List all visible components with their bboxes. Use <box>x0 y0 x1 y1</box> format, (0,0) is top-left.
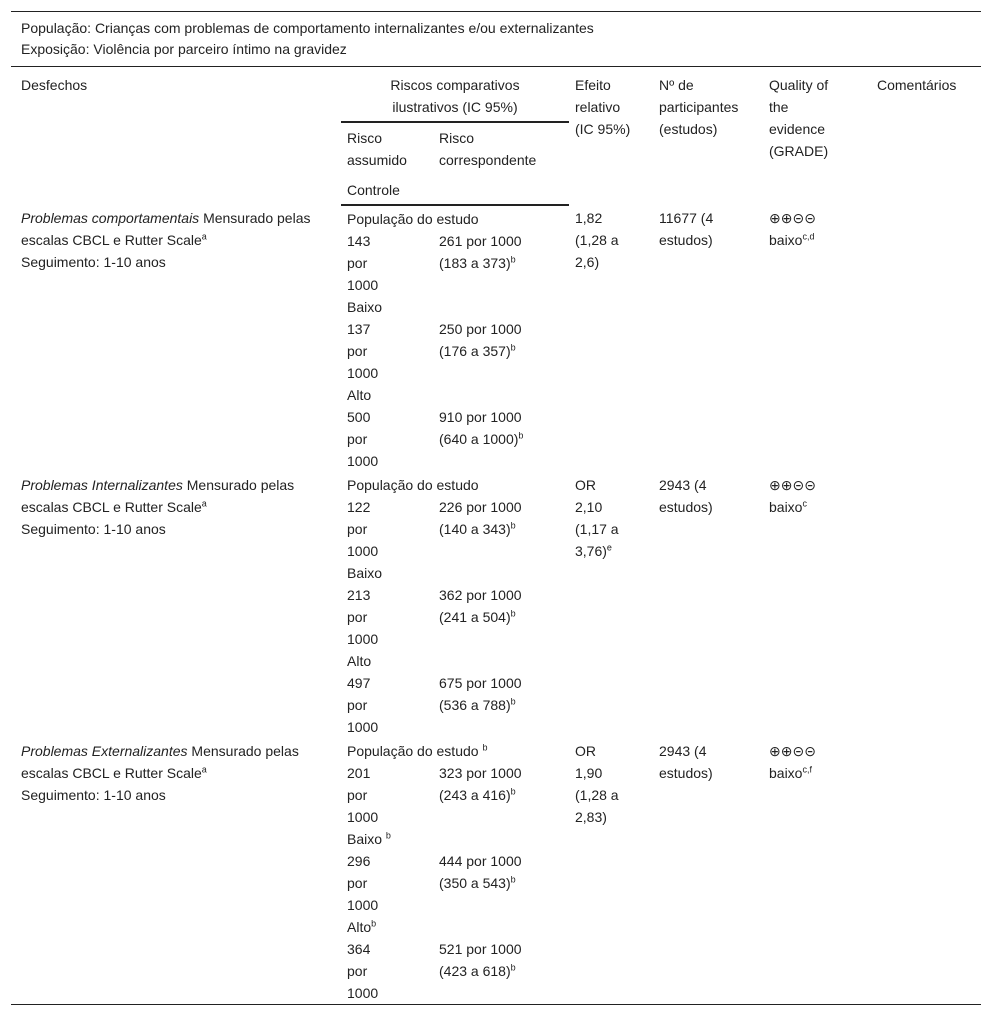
participants: 2943 (4 estudos) <box>659 477 713 515</box>
risk-tier-label: Baixo <box>347 299 383 315</box>
study-population-label: População do estudo $^b$ <box>347 742 488 759</box>
header-effect: Efeito relativo (IC 95%) <box>575 77 631 137</box>
outcome-row <box>11 205 981 230</box>
assumed-risk: 213 por 1000 <box>347 587 379 647</box>
exposure-line: Exposição: Violência por parceiro íntimo na gravidez <box>21 41 347 57</box>
outcome-title: Problemas Externalizantes <box>21 743 188 759</box>
summary-of-findings-table <box>11 11 981 1005</box>
outcome-cell <box>11 205 341 472</box>
study-population-label: População do estudo <box>347 477 479 493</box>
corresponding-risk: 675 por 1000 (536 a 788)$^b$ <box>439 675 522 713</box>
population-line: População: Crianças com problemas de comportamento internalizantes e/ou externalizantes <box>21 20 594 36</box>
corresponding-risk: 323 por 1000 (243 a 416)$^b$ <box>439 765 522 803</box>
comments <box>871 205 981 472</box>
risk-tier-label: Baixo $^b$ <box>347 830 391 847</box>
corresponding-risk: 261 por 1000 (183 a 373)$^b$ <box>439 233 522 271</box>
outcome-followup: Seguimento: 1-10 anos <box>21 254 166 270</box>
assumed-risk: 143 por 1000 <box>347 233 379 293</box>
header-assumed-risk: Risco assumido <box>347 130 407 168</box>
assumed-risk: 122 por 1000 <box>347 499 379 559</box>
outcome-row <box>11 738 981 762</box>
assumed-risk: 364 por 1000 <box>347 941 379 1001</box>
grade-quality: ⊕⊕⊝⊝ baixo$^{c,f}$ <box>769 743 816 781</box>
header-corresponding-risk: Risco correspondente <box>439 130 537 168</box>
outcome-followup: Seguimento: 1-10 anos <box>21 521 166 537</box>
risk-tier-label: Alto$^b$ <box>347 918 377 935</box>
risk-tier-label: Alto <box>347 653 372 669</box>
comments <box>871 472 981 738</box>
outcome-followup: Seguimento: 1-10 anos <box>21 787 166 803</box>
study-population-label: População do estudo <box>347 211 479 227</box>
corresponding-risk: 226 por 1000 (140 a 343)$^b$ <box>439 499 522 537</box>
grade-symbols: ⊕⊕⊝⊝ <box>769 210 816 226</box>
table-caption <box>11 11 981 67</box>
header-risks: Riscos comparativos ilustrativos (IC 95%) <box>341 67 569 122</box>
outcome-row <box>11 472 981 496</box>
corresponding-risk: 362 por 1000 (241 a 504)$^b$ <box>439 587 522 625</box>
grade-quality: ⊕⊕⊝⊝ baixo$^{c,d}$ <box>769 210 816 248</box>
corresponding-risk: 250 por 1000 (176 a 357)$^b$ <box>439 321 522 359</box>
outcome-measure: Mensurado pelas escalas CBCL e Rutter Scale <box>21 477 295 515</box>
assumed-risk: 296 por 1000 <box>347 853 379 913</box>
footnote-mark: a <box>201 764 207 775</box>
comments <box>871 738 981 1005</box>
corresponding-risk: 444 por 1000 (350 a 543)$^b$ <box>439 853 522 891</box>
relative-effect: 1,82 (1,28 a 2,6) <box>575 210 619 270</box>
header-comments: Comentários <box>877 77 957 93</box>
assumed-risk: 137 por 1000 <box>347 321 379 381</box>
footnote-mark: a <box>201 498 207 509</box>
corresponding-risk: 910 por 1000 (640 a 1000)$^b$ <box>439 409 524 447</box>
grade-symbols: ⊕⊕⊝⊝ <box>769 477 816 493</box>
assumed-risk: 201 por 1000 <box>347 765 379 825</box>
header-outcomes: Desfechos <box>21 77 88 93</box>
relative-effect: OR 1,90 (1,28 a 2,83) <box>575 743 619 825</box>
outcome-measure: Mensurado pelas escalas CBCL e Rutter Scale <box>21 210 311 248</box>
assumed-risk: 500 por 1000 <box>347 409 379 469</box>
outcome-title: Problemas comportamentais <box>21 210 200 226</box>
assumed-risk: 497 por 1000 <box>347 675 379 735</box>
participants: 11677 (4 estudos) <box>659 210 714 248</box>
corresponding-risk: 521 por 1000 (423 a 618)$^b$ <box>439 941 522 979</box>
relative-effect: OR 2,10 (1,17 a 3,76)$^e$ <box>575 477 619 559</box>
header-control: Controle <box>341 171 569 205</box>
outcome-cell <box>11 738 341 1005</box>
header-quality: Quality of the evidence (GRADE) <box>769 77 829 159</box>
participants: 2943 (4 estudos) <box>659 743 713 781</box>
footnote-mark: a <box>201 231 207 242</box>
outcome-title: Problemas Internalizantes <box>21 477 183 493</box>
grade-quality: ⊕⊕⊝⊝ baixo$^c$ <box>769 477 816 515</box>
risk-tier-label: Alto <box>347 387 372 403</box>
outcome-cell <box>11 472 341 738</box>
risk-tier-label: Baixo <box>347 565 383 581</box>
grade-symbols: ⊕⊕⊝⊝ <box>769 743 816 759</box>
outcome-measure: Mensurado pelas escalas CBCL e Rutter Scale <box>21 743 299 781</box>
header-participants: Nº de participantes (estudos) <box>659 77 739 137</box>
